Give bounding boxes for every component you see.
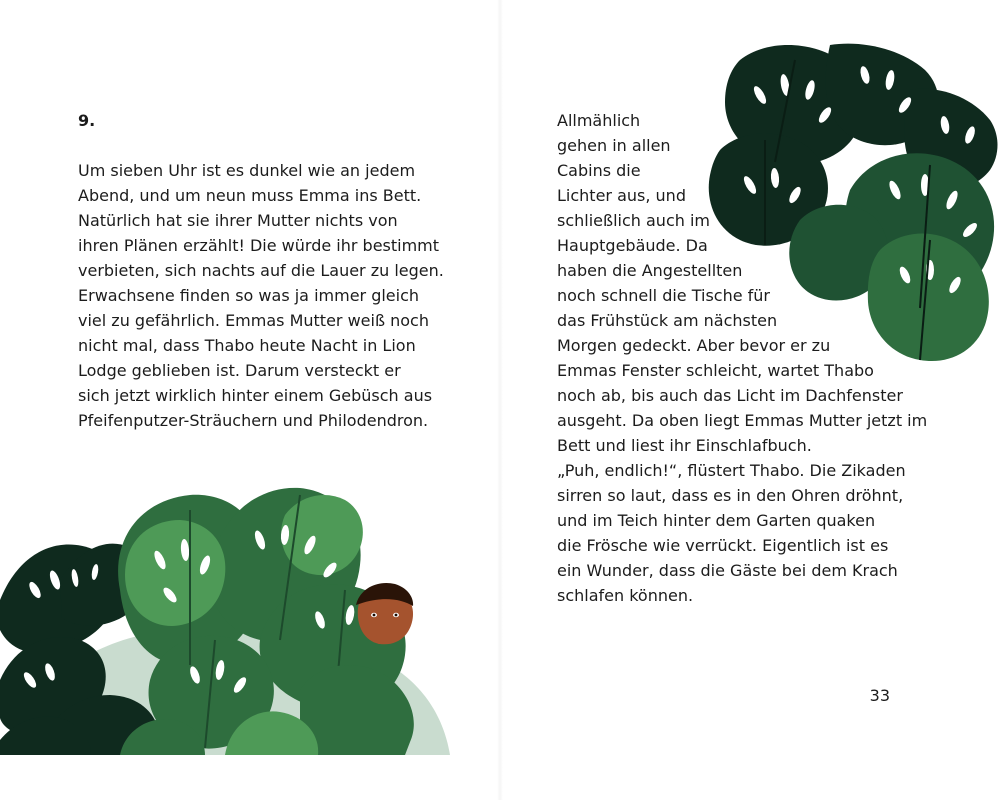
- text-line: verbieten, sich nachts auf die Lauer zu legen.: [78, 261, 444, 280]
- chapter-number: 9.: [78, 111, 96, 130]
- text-line: Lodge geblieben ist. Darum versteckt er: [78, 361, 401, 380]
- text-line: sich jetzt wirklich hinter einem Gebüsch aus: [78, 386, 433, 405]
- text-line: und im Teich hinter dem Garten quaken: [557, 511, 876, 530]
- text-line: Cabins die: [557, 161, 641, 180]
- text-line: Erwachsene finden so was ja immer gleich: [78, 286, 420, 305]
- text-line: schließlich auch im: [557, 211, 710, 230]
- text-line: ein Wunder, dass die Gäste bei dem Krach: [557, 561, 898, 580]
- monstera-top-illustration: [680, 40, 1000, 370]
- text-line: Lichter aus, und: [557, 186, 686, 205]
- text-line: gehen in allen: [557, 136, 671, 155]
- text-line: die Frösche wie verrückt. Eigentlich ist es: [557, 536, 889, 555]
- text-line: schlafen können.: [557, 586, 694, 605]
- text-line: „Puh, endlich!“, flüstert Thabo. Die Zikaden: [557, 461, 906, 480]
- text-line: nicht mal, dass Thabo heute Nacht in Lion: [78, 336, 416, 355]
- text-line: Natürlich hat sie ihrer Mutter nichts von: [78, 211, 398, 230]
- text-line: ausgeht. Da oben liegt Emmas Mutter jetzt im: [557, 411, 928, 430]
- monstera-bush-illustration: [0, 480, 455, 755]
- text-line: das Frühstück am nächsten: [557, 311, 778, 330]
- text-line: Morgen gedeckt. Aber bevor er zu: [557, 336, 831, 355]
- text-line: haben die Angestellten: [557, 261, 743, 280]
- page-number: 33: [869, 686, 890, 705]
- text-line: Emmas Fenster schleicht, wartet Thabo: [557, 361, 874, 380]
- text-line: viel zu gefährlich. Emmas Mutter weiß noch: [78, 311, 429, 330]
- text-line: Hauptgebäude. Da: [557, 236, 708, 255]
- left-page-text: [78, 158, 444, 433]
- text-line: sirren so laut, dass es in den Ohren dröhnt,: [557, 486, 904, 505]
- text-line: noch ab, bis auch das Licht im Dachfenster: [557, 386, 903, 405]
- text-line: Abend, und um neun muss Emma ins Bett.: [78, 186, 422, 205]
- text-line: noch schnell die Tische für: [557, 286, 770, 305]
- text-line: Bett und liest ihr Einschlafbuch.: [557, 436, 812, 455]
- text-line: Um sieben Uhr ist es dunkel wie an jedem: [78, 161, 416, 180]
- text-line: Pfeifenputzer-Sträuchern und Philodendron.: [78, 411, 429, 430]
- text-line: Allmählich: [557, 111, 641, 130]
- text-line: ihren Plänen erzählt! Die würde ihr bestimmt: [78, 236, 440, 255]
